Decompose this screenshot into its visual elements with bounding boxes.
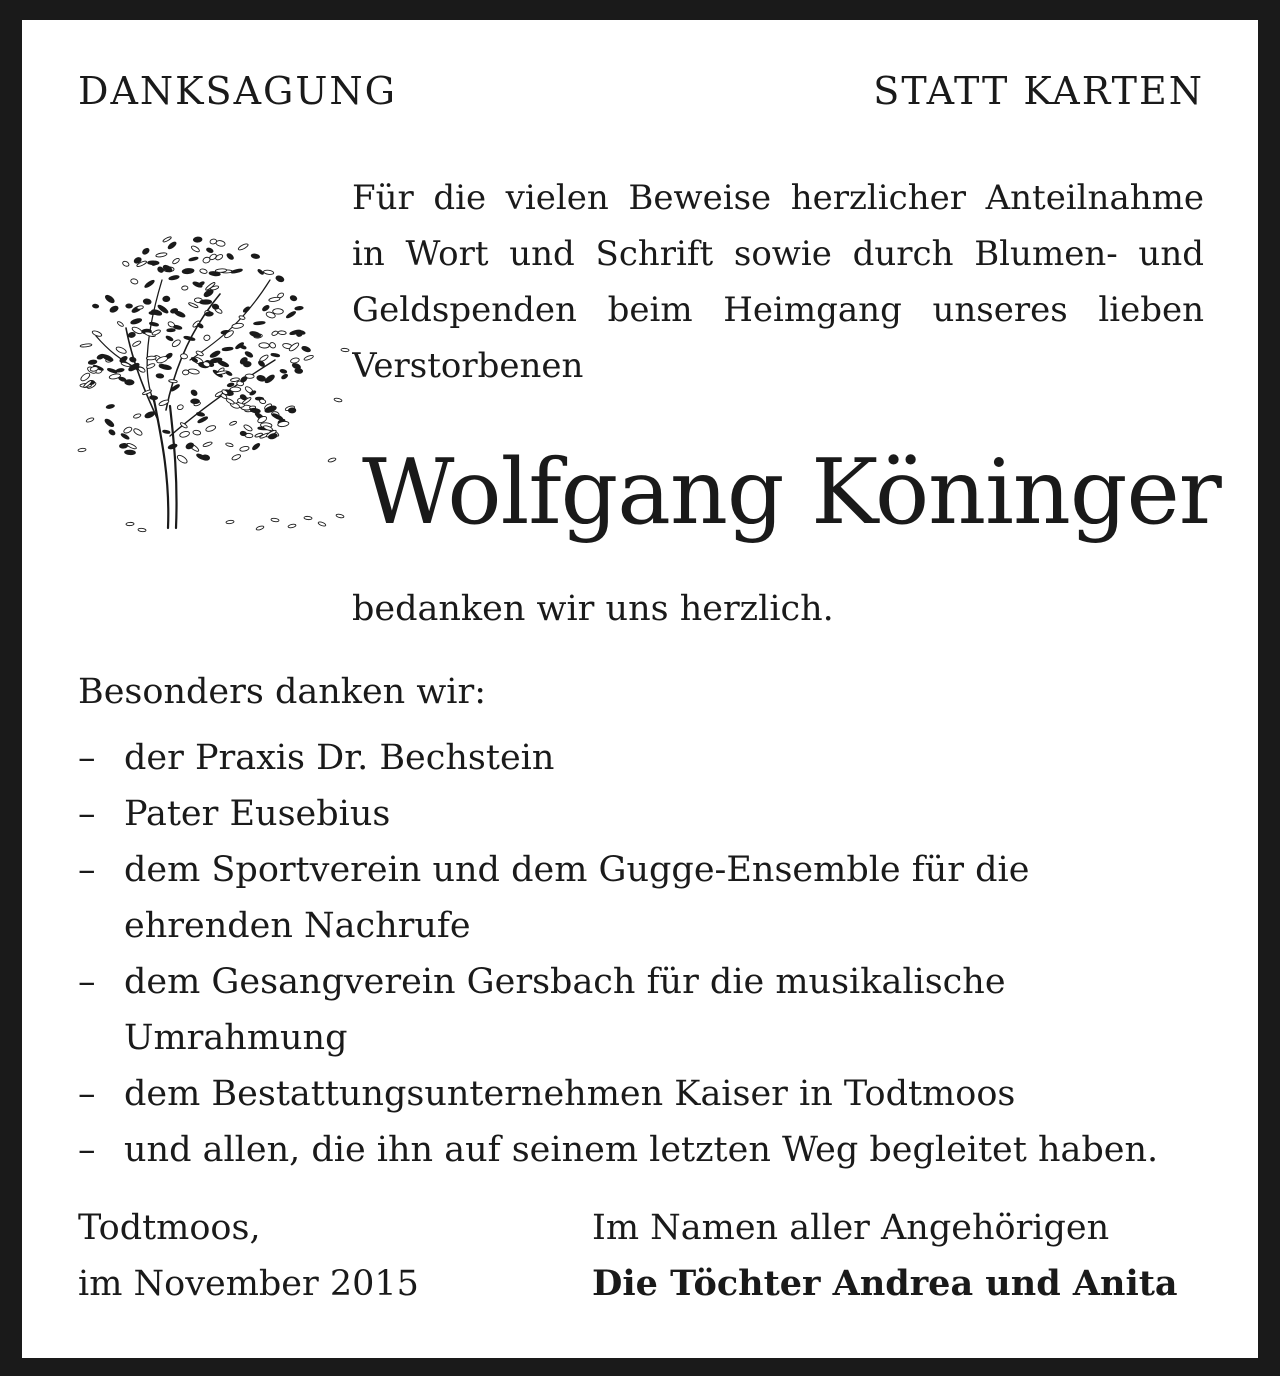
leaf-mark: [148, 261, 160, 265]
leaf-mark: [132, 340, 142, 347]
leaf-mark: [197, 416, 208, 424]
leaf-mark: [205, 425, 216, 433]
leaf-mark: [188, 368, 200, 374]
leaf-mark: [126, 522, 134, 526]
leaf-mark: [158, 399, 169, 407]
intro-line-2: in Wort und Schrift sowie durch Blumen- und: [352, 234, 1204, 274]
windblown-tree-icon: [70, 210, 350, 540]
leaf-mark: [115, 346, 127, 355]
list-dash: –: [78, 962, 96, 1002]
leaf-mark: [162, 264, 173, 273]
leaf-mark: [336, 514, 345, 519]
leaf-mark: [107, 368, 117, 374]
leaf-mark: [191, 245, 201, 253]
list-dash: –: [78, 738, 96, 778]
leaf-mark: [271, 353, 280, 357]
leaf-mark: [304, 516, 312, 520]
leaf-mark: [162, 236, 171, 243]
leaf-mark: [146, 356, 156, 360]
leaf-mark: [180, 353, 188, 359]
list-item-text: dem Sportverein und dem Gugge-Ensemble für die: [124, 850, 1030, 890]
leaf-mark: [156, 373, 164, 378]
leaf-mark: [128, 332, 136, 338]
leaf-mark: [240, 431, 247, 436]
leaf-mark: [130, 278, 138, 285]
leaf-mark: [133, 413, 141, 419]
leaf-mark: [162, 430, 170, 434]
leaf-mark: [80, 343, 92, 347]
leaf-mark: [271, 330, 278, 336]
leaf-mark: [269, 342, 277, 350]
list-item-text: und allen, die ihn auf seinem letzten Weg begleitet haben.: [124, 1130, 1159, 1170]
leaf-mark: [212, 304, 219, 310]
leaf-mark: [156, 252, 168, 257]
leaf-mark: [169, 275, 180, 281]
leaf-mark: [123, 426, 133, 434]
leaf-mark: [78, 448, 86, 452]
list-item-text-continued: Umrahmung: [124, 1018, 348, 1058]
leaf-mark: [328, 457, 337, 462]
leaf-mark: [143, 298, 151, 304]
leaf-mark: [205, 312, 213, 317]
leaf-mark: [88, 360, 97, 365]
leaf-mark: [193, 237, 202, 243]
leaf-mark: [243, 361, 251, 367]
footer-signature: [592, 1200, 1178, 1312]
leaf-mark: [252, 442, 261, 450]
leaf-mark: [151, 329, 161, 336]
list-item: [78, 1066, 1208, 1122]
list-dash: –: [78, 1074, 96, 1114]
leaf-mark: [227, 382, 234, 387]
leaf-mark: [167, 329, 175, 332]
list-item: [78, 786, 1208, 842]
leaf-mark: [334, 398, 343, 403]
leaf-mark: [190, 389, 198, 397]
leaf-mark: [104, 418, 115, 428]
leaf-mark: [278, 331, 286, 335]
heading-statt-karten: STATT KARTEN: [873, 69, 1204, 113]
leaf-mark: [124, 450, 135, 455]
list-item-text-continued: ehrenden Nachrufe: [124, 906, 471, 946]
leaf-mark: [191, 399, 200, 404]
leaf-mark: [177, 404, 184, 410]
leaf-mark: [174, 310, 186, 318]
leaf-mark: [86, 417, 95, 423]
leaf-mark: [288, 408, 296, 413]
leaf-mark: [256, 525, 265, 531]
intro-line-3: Geldspenden beim Heimgang unseres lieben: [352, 290, 1204, 330]
leaf-mark: [240, 376, 248, 384]
leaf-mark: [126, 304, 133, 308]
footer-place: Todtmoos,: [78, 1208, 261, 1248]
leaf-mark: [226, 520, 234, 524]
leaf-mark: [196, 412, 205, 417]
leaf-mark: [231, 454, 241, 462]
leaf-mark: [280, 369, 287, 374]
list-item: [78, 1122, 1208, 1178]
list-item: [78, 954, 1208, 1066]
leaf-mark: [144, 411, 155, 420]
leaf-mark: [203, 334, 211, 341]
leaf-mark: [122, 260, 130, 267]
list-item-text: Pater Eusebius: [124, 794, 391, 834]
leaf-mark: [288, 524, 296, 529]
list-dash: –: [78, 1130, 96, 1170]
leaf-mark: [281, 373, 288, 379]
leaf-mark: [172, 257, 180, 264]
leaf-mark: [304, 354, 314, 361]
leaf-mark: [258, 360, 266, 367]
list-dash: –: [78, 850, 96, 890]
leaf-mark: [104, 294, 115, 304]
leaf-mark: [199, 268, 207, 274]
leaf-mark: [165, 335, 173, 341]
leaf-mark: [222, 347, 233, 351]
leaf-mark: [106, 404, 115, 409]
list-item-text: der Praxis Dr. Bechstein: [124, 738, 555, 778]
leaf-mark: [120, 433, 129, 440]
leaf-mark: [197, 323, 204, 329]
leaf-mark: [290, 357, 300, 364]
leaf-mark: [273, 309, 284, 315]
intro-line-4: Verstorbenen: [352, 346, 584, 386]
leaf-mark: [167, 241, 177, 250]
leaf-mark: [318, 521, 327, 527]
leaf-mark: [92, 304, 99, 309]
leaf-mark: [295, 368, 303, 374]
special-thanks-heading: Besonders danken wir:: [78, 672, 487, 712]
footer-place-date: [78, 1200, 419, 1312]
leaf-mark: [119, 443, 128, 448]
deceased-name: Wolfgang Köninger: [362, 440, 1221, 545]
leaf-mark: [264, 374, 276, 384]
leaf-mark: [231, 268, 243, 273]
list-item: [78, 730, 1208, 786]
leaf-mark: [295, 306, 304, 310]
leaf-mark: [179, 430, 190, 438]
list-item-text: dem Bestattungsunternehmen Kaiser in Todtmoos: [124, 1074, 1016, 1114]
leaf-mark: [144, 279, 155, 288]
leaf-mark: [96, 353, 105, 360]
leaf-mark: [159, 364, 171, 371]
leaf-mark: [243, 424, 253, 432]
leaf-mark: [125, 380, 134, 386]
leaf-mark: [238, 243, 249, 251]
leaf-mark: [290, 295, 298, 302]
leaf-mark: [239, 446, 249, 452]
leaf-mark: [262, 304, 270, 312]
intro-line-1: Für die vielen Beweise herzlicher Anteilnahme: [352, 178, 1204, 218]
footer-date: im November 2015: [78, 1264, 419, 1304]
leaf-mark: [229, 421, 237, 426]
leaf-mark: [209, 350, 221, 359]
leaf-mark: [286, 310, 297, 319]
list-item: [78, 842, 1208, 954]
leaf-mark: [129, 356, 136, 362]
leaf-mark: [225, 442, 233, 447]
leaf-mark: [196, 453, 206, 461]
leaf-mark: [117, 321, 124, 327]
leaf-mark: [184, 336, 196, 341]
leaf-mark: [138, 528, 146, 532]
leaf-mark: [163, 296, 170, 302]
leaf-mark: [108, 429, 116, 436]
leaf-mark: [203, 441, 213, 447]
leaf-mark: [168, 443, 178, 450]
leaf-mark: [341, 348, 349, 352]
leaf-mark: [226, 253, 234, 261]
leaf-mark: [149, 395, 157, 400]
leaf-mark: [141, 247, 150, 255]
leaf-mark: [263, 270, 274, 275]
leaf-mark: [249, 331, 261, 339]
leaf-mark: [243, 306, 251, 313]
leaf-mark: [206, 247, 214, 253]
leaf-mark: [217, 359, 229, 367]
leaf-mark: [271, 518, 279, 522]
leaf-mark: [259, 399, 266, 405]
heading-danksagung: DANKSAGUNG: [78, 69, 398, 113]
list-dash: –: [78, 794, 96, 834]
leaf-mark: [189, 257, 199, 262]
leaf-mark: [133, 427, 143, 436]
leaf-mark: [200, 300, 212, 305]
list-item-text: dem Gesangverein Gersbach für die musikalische: [124, 962, 1006, 1002]
leaf-mark: [176, 454, 188, 465]
leaf-mark: [277, 292, 285, 299]
leaf-mark: [251, 253, 260, 259]
leaf-mark: [109, 305, 119, 314]
special-thanks-list: [78, 730, 1208, 1178]
footer-on-behalf: Im Namen aller Angehörigen: [592, 1208, 1110, 1248]
leaf-mark: [253, 321, 265, 325]
footer-signers: Die Töchter Andrea und Anita: [592, 1263, 1178, 1304]
leaf-mark: [202, 256, 211, 264]
intro-paragraph: [352, 170, 1204, 394]
leaf-mark: [232, 323, 244, 329]
leaf-mark: [182, 286, 189, 291]
leaf-mark: [259, 343, 270, 349]
leaf-mark: [169, 379, 178, 383]
leaf-mark: [182, 268, 194, 274]
leaf-mark: [301, 345, 311, 352]
thanks-line: bedanken wir uns herzlich.: [352, 589, 834, 629]
leaf-mark: [167, 321, 175, 328]
leaf-mark: [275, 275, 285, 283]
leaf-mark: [92, 330, 103, 338]
leaf-mark: [193, 430, 201, 436]
leaf-mark: [130, 318, 142, 325]
